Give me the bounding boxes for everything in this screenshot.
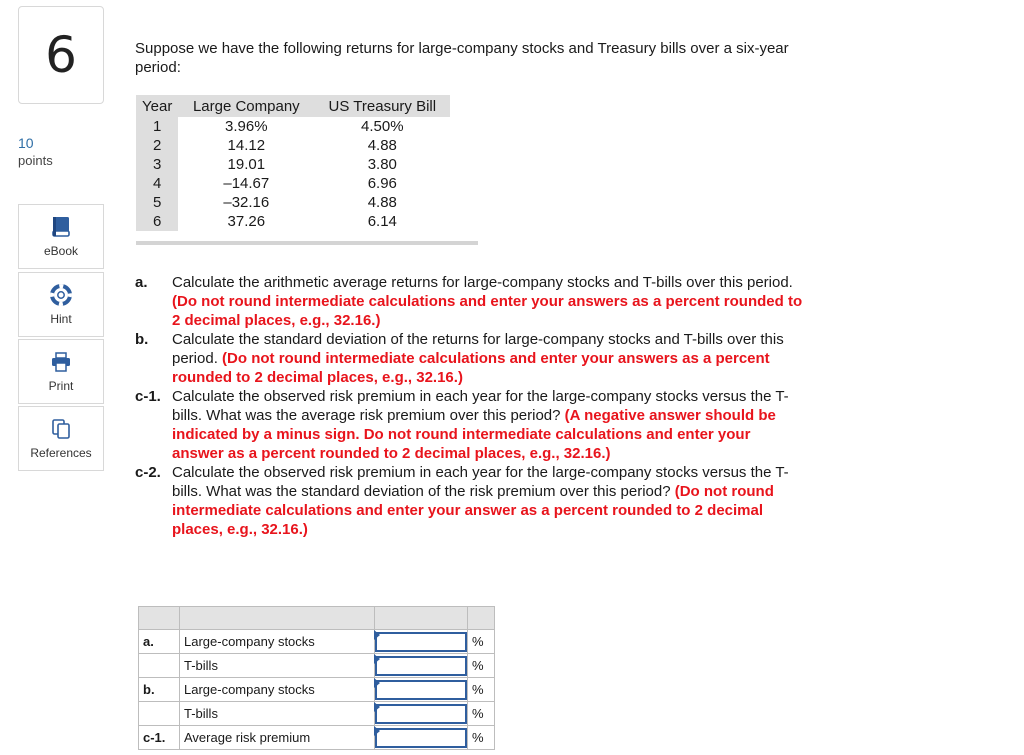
column-header: Year: [136, 95, 178, 117]
answer-row: [139, 630, 495, 654]
input-marker-icon: [374, 678, 380, 688]
part-text: [172, 463, 805, 539]
print-button[interactable]: [18, 339, 104, 404]
large-company-cell: 19.01: [227, 156, 266, 173]
answer-table: [138, 606, 495, 750]
answer-part-label: a.: [139, 630, 180, 654]
answer-row-label: Large-company stocks: [180, 678, 375, 702]
answer-part-label: [139, 702, 180, 726]
table-row: [136, 136, 450, 155]
part-note: (Do not round intermediate calculations and enter your answers as a percent rounded to 2 decimal places, e.g., 32.16.): [172, 293, 803, 329]
answer-input[interactable]: [375, 728, 467, 748]
part-text: [172, 330, 805, 387]
treasury-bill-cell: 4.50%: [361, 118, 404, 135]
answer-input[interactable]: [375, 656, 467, 676]
large-company-cell: –14.67: [223, 175, 270, 192]
answer-part-label: [139, 654, 180, 678]
question-number: 6: [18, 6, 104, 104]
part-note: (Do not round intermediate calculations and enter your answers as a percent rounded to 2 decimal places, e.g., 32.16.): [172, 350, 770, 386]
part-instruction: Calculate the observed risk premium in each year for the large-company stocks versus the T-bills. What was the average risk premium over this period?: [172, 388, 789, 424]
answer-input-cell: [375, 726, 468, 750]
question-part: [135, 387, 805, 463]
percent-unit: %: [468, 678, 495, 702]
answer-row-label: Average risk premium: [180, 726, 375, 750]
points-label: points: [18, 153, 53, 168]
part-note: (Do not round intermediate calculations and enter your answer as a percent rounded to 2 decimal places, e.g., 32.16.): [172, 483, 774, 538]
treasury-bill-cell: 4.88: [367, 137, 397, 154]
input-marker-icon: [374, 726, 380, 736]
question-parts: [135, 273, 805, 539]
input-marker-icon: [374, 630, 380, 640]
sidebar-item-label: Hint: [50, 311, 72, 326]
answer-row: [139, 678, 495, 702]
answer-input-cell: [375, 678, 468, 702]
treasury-bill-cell: 6.96: [367, 175, 397, 192]
table-row: [136, 174, 450, 193]
percent-unit: %: [468, 630, 495, 654]
part-note: (A negative answer should be indicated by a minus sign. Do not round intermediate calculations and enter your answer as a percent rounded to 2 decimal places, e.g., 32.16.): [172, 407, 776, 462]
points-value: 10: [18, 135, 34, 151]
table-header-row: [136, 95, 450, 117]
question-part: [135, 330, 805, 387]
returns-table: [136, 95, 450, 231]
part-label: b.: [135, 331, 149, 348]
part-instruction: Calculate the arithmetic average returns for large-company stocks and T-bills over this period.: [172, 274, 793, 291]
sidebar-item-label: Print: [48, 378, 74, 393]
answer-row-label: T-bills: [180, 702, 375, 726]
question-part: [135, 463, 805, 539]
lifebuoy-icon: [50, 284, 72, 306]
question-prompt: Suppose we have the following returns for large-company stocks and Treasury bills over a six-year period:: [135, 40, 789, 76]
answer-row-label: T-bills: [180, 654, 375, 678]
hint-button[interactable]: [18, 272, 104, 337]
part-text: [172, 387, 805, 463]
column-header: Large Company: [178, 95, 314, 117]
input-marker-icon: [374, 654, 380, 664]
question-part: [135, 273, 805, 330]
table-divider: [136, 241, 478, 245]
year-cell: 1: [136, 117, 178, 136]
copy-pages-icon: [50, 418, 72, 440]
percent-unit: %: [468, 702, 495, 726]
answer-row: [139, 726, 495, 750]
part-label: c-1.: [135, 388, 161, 405]
answer-part-label: c-1.: [139, 726, 180, 750]
part-instruction: Calculate the observed risk premium in each year for the large-company stocks versus the T-bills. What was the standard deviation of the risk premium over this period?: [172, 464, 789, 500]
answer-header-row: [139, 607, 495, 630]
year-cell: 5: [136, 193, 178, 212]
part-text: [172, 273, 805, 330]
input-marker-icon: [374, 702, 380, 712]
ebook-button[interactable]: [18, 204, 104, 269]
table-row: [136, 212, 450, 231]
book-icon: [51, 216, 71, 238]
answer-input-cell: [375, 702, 468, 726]
table-row: [136, 117, 450, 136]
year-cell: 2: [136, 136, 178, 155]
answer-input[interactable]: [375, 704, 467, 724]
table-row: [136, 193, 450, 212]
answer-input[interactable]: [375, 680, 467, 700]
treasury-bill-cell: 4.88: [367, 194, 397, 211]
answer-input-cell: [375, 630, 468, 654]
sidebar-item-label: References: [30, 445, 92, 460]
treasury-bill-cell: 6.14: [367, 213, 397, 230]
printer-icon: [50, 351, 72, 373]
large-company-cell: –32.16: [223, 194, 270, 211]
column-header: US Treasury Bill: [314, 95, 450, 117]
treasury-bill-cell: 3.80: [367, 156, 397, 173]
year-cell: 3: [136, 155, 178, 174]
answer-input-cell: [375, 654, 468, 678]
large-company-cell: 14.12: [227, 137, 266, 154]
year-cell: 6: [136, 212, 178, 231]
part-label: c-2.: [135, 464, 161, 481]
answer-row: [139, 654, 495, 678]
percent-unit: %: [468, 726, 495, 750]
answer-row: [139, 702, 495, 726]
year-cell: 4: [136, 174, 178, 193]
answer-row-label: Large-company stocks: [180, 630, 375, 654]
part-label: a.: [135, 274, 148, 291]
table-row: [136, 155, 450, 174]
answer-input[interactable]: [375, 632, 467, 652]
large-company-cell: 37.26: [227, 213, 266, 230]
large-company-cell: 3.96%: [225, 118, 268, 135]
answer-part-label: b.: [139, 678, 180, 702]
percent-unit: %: [468, 654, 495, 678]
part-instruction: Calculate the standard deviation of the returns for large-company stocks and T-bills over this period.: [172, 331, 784, 367]
references-button[interactable]: [18, 406, 104, 471]
sidebar-item-label: eBook: [43, 243, 79, 258]
